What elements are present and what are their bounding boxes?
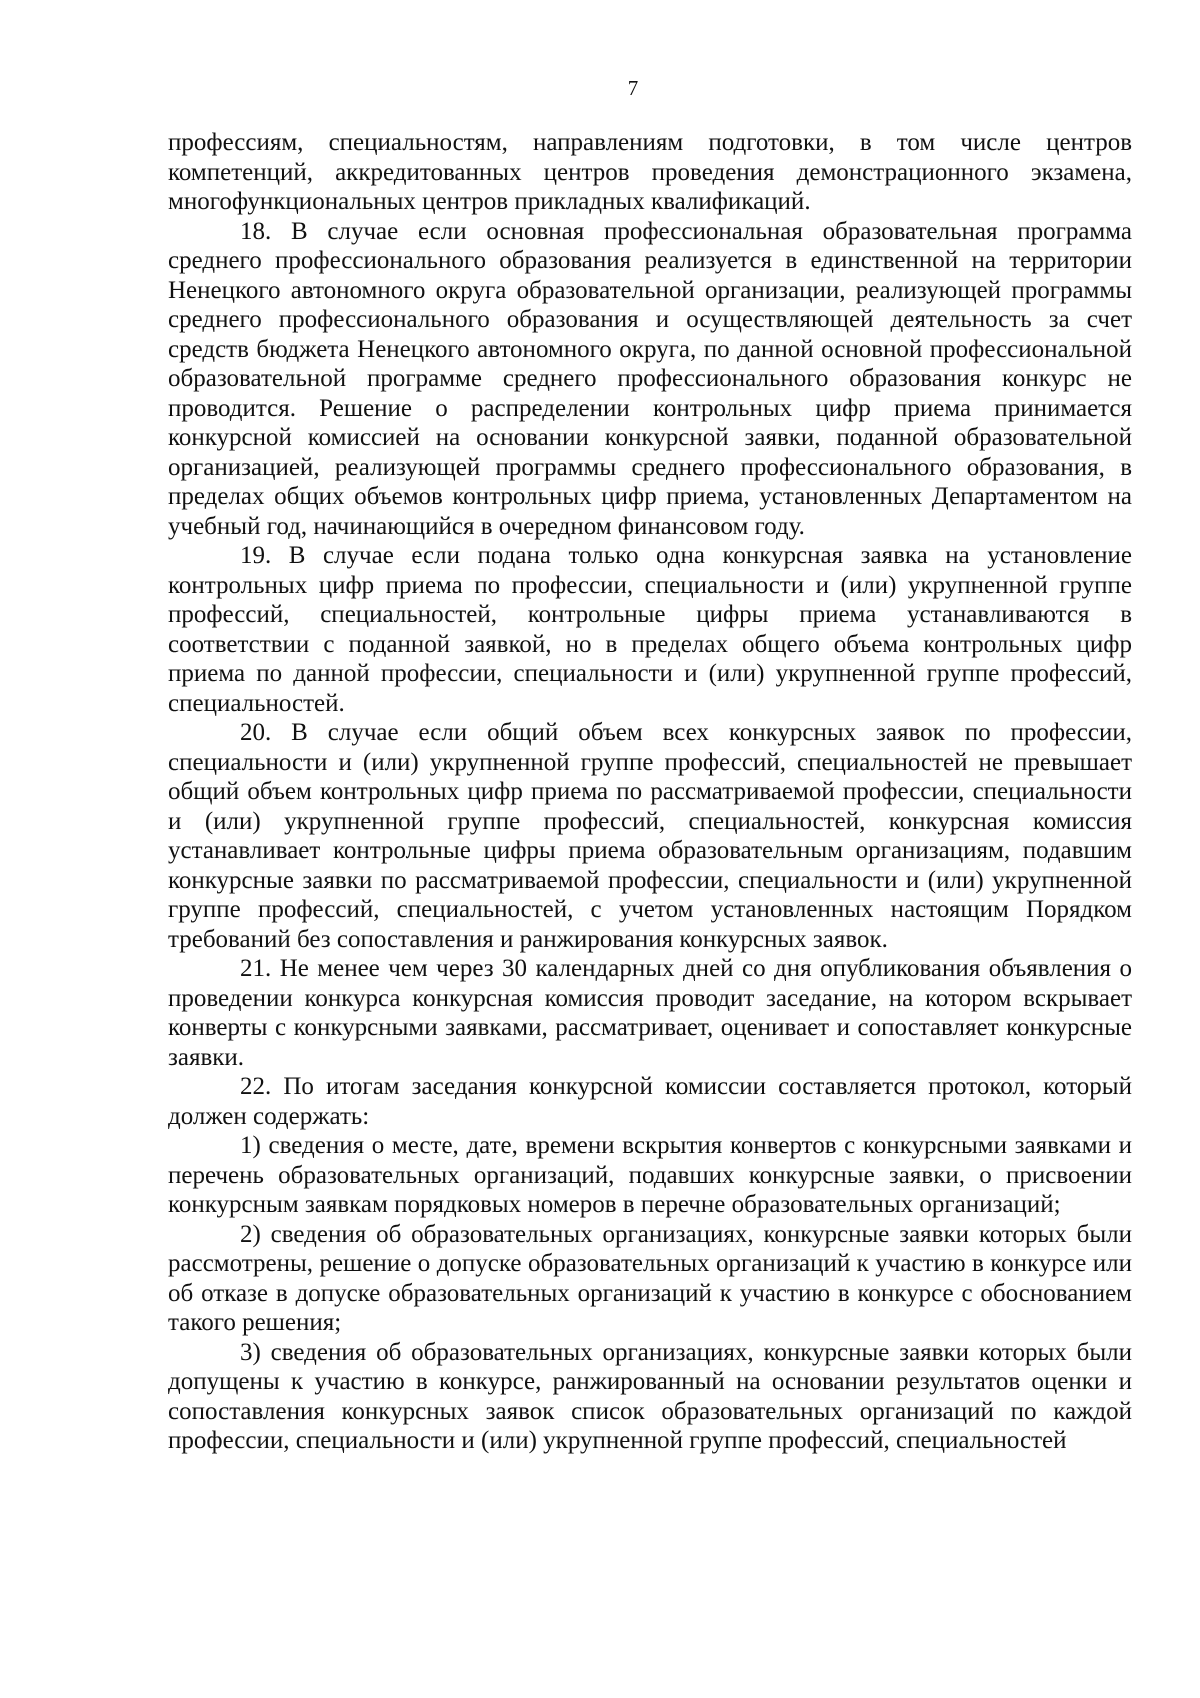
list-item-3: 3) сведения об образовательных организациях, конкурсные заявки которых были допущены к участию в конкурсе, ранжированный на основании результатов оценки и сопоставления конкурсных заявок список образовательных организаций по каждой профессии, специальности и (или) укрупненной группе профессий, специальностей: [168, 1338, 1132, 1454]
paragraph-19: 19. В случае если подана только одна конкурсная заявка на установление контрольных цифр приема по профессии, специальности и (или) укрупненной группе профессий, специальностей, контрольные цифры приема устанавливаются в соответствии с поданной заявкой, но в пределах общего объема контрольных цифр приема по данной профессии, специальности и (или) укрупненной группе профессий, специальностей.: [168, 542, 1132, 717]
document-body: [168, 128, 1132, 1456]
page-number: 7: [627, 76, 639, 100]
list-item-2: 2) сведения об образовательных организациях, конкурсные заявки которых были рассмотрены, решение о допуске образовательных организаций к участию в конкурсе или об отказе в допуске образовательных организаций к участию в конкурсе с обоснованием такого решения;: [168, 1220, 1132, 1336]
paragraph-continuation: профессиям, специальностям, направлениям подготовки, в том числе центров компетенций, аккредитованных центров проведения демонстрационного экзамена, многофункциональных центров прикладных квалификаций.: [168, 129, 1132, 215]
paragraph-20: 20. В случае если общий объем всех конкурсных заявок по профессии, специальности и (или) укрупненной группе профессий, специальностей не превышает общий объем контрольных цифр приема по рассматриваемой профессии, специальности и (или) укрупненной группе профессий, специальностей, конкурсная комиссия устанавливает контрольные цифры приема образовательным организациям, подавшим конкурсные заявки по рассматриваемой профессии, специальности и (или) укрупненной группе профессий, специальностей, с учетом установленных настоящим Порядком требований без сопоставления и ранжирования конкурсных заявок.: [168, 719, 1132, 953]
list-item-1: 1) сведения о месте, дате, времени вскрытия конвертов с конкурсными заявками и перечень образовательных организаций, подавших конкурсные заявки, о присвоении конкурсным заявкам порядковых номеров в перечне образовательных организаций;: [168, 1132, 1132, 1218]
paragraph-18: 18. В случае если основная профессиональная образовательная программа среднего профессионального образования реализуется в единственной на территории Ненецкого автономного округа образовательной организации, реализующей программы среднего профессионального образования и осуществляющей деятельность за счет средств бюджета Ненецкого автономного округа, по данной основной профессиональной образовательной программе среднего профессионального образования конкурс не проводится. Решение о распределении контрольных цифр приема принимается конкурсной комиссией на основании конкурсной заявки, поданной образовательной организацией, реализующей программы среднего профессионального образования, в пределах общих объемов контрольных цифр приема, установленных Департаментом на учебный год, начинающийся в очередном финансовом году.: [168, 217, 1132, 540]
paragraph-21: 21. Не менее чем через 30 календарных дней со дня опубликования объявления о проведении конкурса конкурсная комиссия проводит заседание, на котором вскрывает конверты с конкурсными заявками, рассматривает, оценивает и сопоставляет конкурсные заявки.: [168, 955, 1132, 1071]
paragraph-22: 22. По итогам заседания конкурсной комиссии составляется протокол, который должен содержать:: [168, 1073, 1132, 1130]
